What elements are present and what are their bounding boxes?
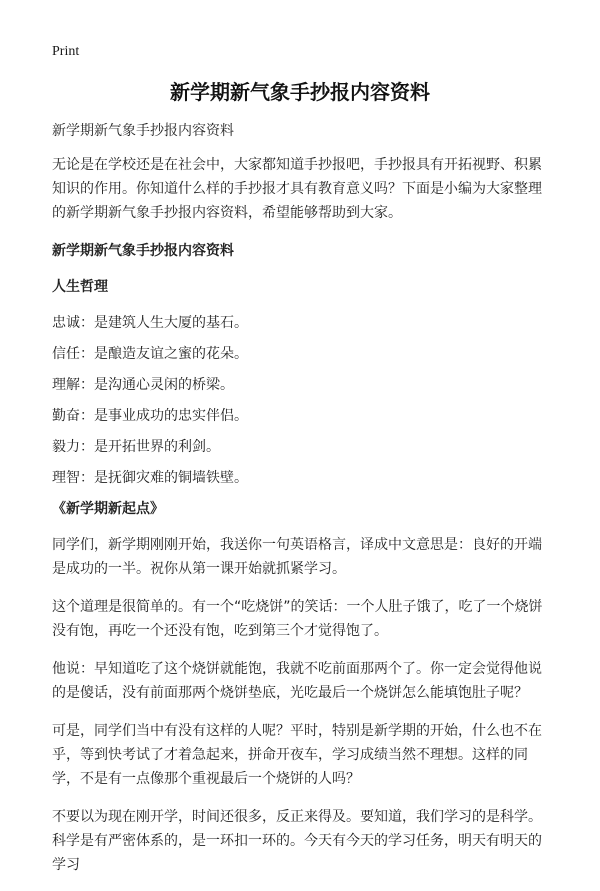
story-heading: 《新学期新起点》 — [52, 501, 164, 517]
list-item: 忠诚：是建筑人生大厦的基石。 — [52, 315, 248, 331]
story-paragraph: 他说：早知道吃了这个烧饼就能饱，我就不吃前面那两个了。你一定会觉得他说的是傻话，没有前面那两个烧饼垫底，光吃最后一个烧饼怎么能填饱肚子呢？ — [52, 661, 542, 701]
list-item: 勤奋：是事业成功的忠实伴侣。 — [52, 408, 248, 424]
article-body — [52, 119, 552, 891]
page-title: 新学期新气象手抄报内容资料 — [170, 80, 430, 104]
section-heading: 新学期新气象手抄报内容资料 — [52, 243, 234, 259]
list-item: 毅力：是开拓世界的利剑。 — [52, 439, 220, 455]
sub-heading-life-philosophy: 人生哲理 — [52, 279, 108, 295]
story-paragraph: 同学们，新学期刚刚开始，我送你一句英语格言，译成中文意思是：良好的开端是成功的一半。祝你从第一课开始就抓紧学习。 — [52, 537, 542, 577]
list-item: 理智：是抚御灾难的铜墙铁壁。 — [52, 470, 248, 486]
article-subtitle: 新学期新气象手抄报内容资料 — [52, 123, 234, 139]
intro-paragraph: 无论是在学校还是在社会中，大家都知道手抄报吧，手抄报具有开拓视野、积累知识的作用。你知道什么样的手抄报才具有教育意义吗？下面是小编为大家整理的新学期新气象手抄报内容资料，希望能够帮助到大家。 — [52, 157, 542, 221]
story-paragraph: 可是，同学们当中有没有这样的人呢？平时，特别是新学期的开始，什么也不在乎，等到快考试了才着急起来，拼命开夜车，学习成绩当然不理想。这样的同学，不是有一点像那个重视最后一个烧饼的人吗？ — [52, 723, 542, 787]
story-paragraph: 不要以为现在刚开学，时间还很多，反正来得及。要知道，我们学习的是科学。科学是有严密体系的，是一环扣一环的。今天有今天的学习任务，明天有明天的学习 — [52, 809, 542, 873]
story-paragraph: 这个道理是很简单的。有一个“吃烧饼”的笑话：一个人肚子饿了，吃了一个烧饼没有饱，再吃一个还没有饱，吃到第三个才觉得饱了。 — [52, 599, 543, 639]
list-item: 信任：是酿造友谊之蜜的花朵。 — [52, 346, 248, 362]
print-link[interactable]: Print — [52, 44, 80, 59]
list-item: 理解：是沟通心灵闲的桥梁。 — [52, 377, 234, 393]
